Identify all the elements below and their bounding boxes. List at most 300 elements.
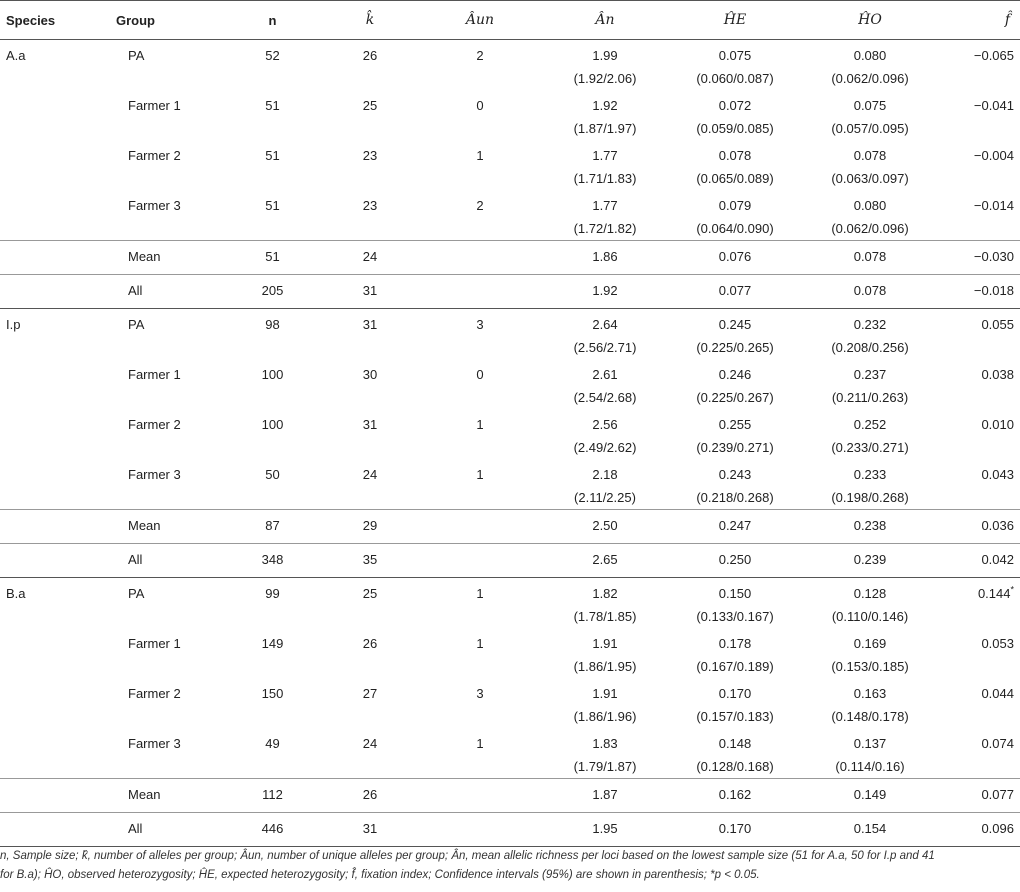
h-o-ci-cell: (0.063/0.097) <box>831 171 909 186</box>
empty-cell <box>110 336 220 359</box>
n-cell: 100 <box>261 417 284 432</box>
h-e-cell: 0.246 <box>718 367 752 382</box>
species-name: A.a <box>6 48 26 63</box>
header-species: Species <box>0 1 110 40</box>
ci-row <box>0 117 1020 140</box>
empty-cell <box>220 117 325 140</box>
empty-cell <box>415 705 545 728</box>
empty-cell <box>325 386 415 409</box>
ci-row <box>0 217 1020 241</box>
f-cell: 0.077 <box>935 779 1020 813</box>
f-value: −0.014 <box>973 198 1014 213</box>
a-n-cell: 1.95 <box>545 813 665 847</box>
n-cell: 51 <box>265 98 280 113</box>
group-cell: Mean <box>110 241 220 275</box>
empty-cell <box>935 386 1020 409</box>
h-o-cell: 0.149 <box>805 779 935 813</box>
h-e-ci-cell: (0.065/0.089) <box>696 171 774 186</box>
empty-cell <box>325 605 415 628</box>
f-cell <box>935 628 1020 655</box>
empty-cell <box>110 217 220 241</box>
a-n-cell: 2.64 <box>545 309 665 337</box>
a-n-ci-cell: (2.49/2.62) <box>573 440 637 455</box>
group-cell: Farmer 1 <box>128 367 181 382</box>
a-n-ci-cell: (1.87/1.97) <box>573 121 637 136</box>
h-e-ci-cell: (0.128/0.168) <box>696 759 774 774</box>
a-un-cell <box>415 544 545 578</box>
a-un-cell: 0 <box>476 367 484 382</box>
ci-row <box>0 436 1020 459</box>
h-o-ci-cell: (0.153/0.185) <box>831 659 909 674</box>
species-name-empty <box>0 678 110 705</box>
empty-cell <box>325 655 415 678</box>
empty-cell <box>110 655 220 678</box>
h-e-ci-cell: (0.225/0.265) <box>696 340 774 355</box>
a-n-cell: 1.87 <box>545 779 665 813</box>
empty-cell <box>935 486 1020 510</box>
group-cell: Mean <box>110 510 220 544</box>
f-value: 0.053 <box>981 636 1014 651</box>
n-cell: 205 <box>220 275 325 309</box>
a-un-cell: 1 <box>476 467 484 482</box>
n-cell: 52 <box>265 48 280 63</box>
h-o-cell: 0.080 <box>853 48 887 63</box>
h-e-cell: 0.077 <box>665 275 805 309</box>
f-value: 0.055 <box>981 317 1014 332</box>
h-o-cell: 0.252 <box>853 417 887 432</box>
group-cell: Farmer 3 <box>128 198 181 213</box>
f-value: 0.010 <box>981 417 1014 432</box>
empty-cell <box>415 436 545 459</box>
n-cell: 49 <box>265 736 280 751</box>
empty-cell <box>0 655 110 678</box>
h-o-cell: 0.137 <box>853 736 887 751</box>
h-o-ci-cell: (0.062/0.096) <box>831 221 909 236</box>
f-cell: 0.036 <box>935 510 1020 544</box>
n-cell: 51 <box>265 198 280 213</box>
n-cell: 100 <box>261 367 284 382</box>
empty-cell <box>0 436 110 459</box>
f-cell: −0.030 <box>935 241 1020 275</box>
h-o-cell: 0.238 <box>805 510 935 544</box>
ci-row <box>0 755 1020 779</box>
species-name-empty <box>0 728 110 755</box>
empty-cell <box>0 217 110 241</box>
a-n-cell: 1.86 <box>545 241 665 275</box>
a-un-cell: 1 <box>476 636 484 651</box>
empty-cell <box>0 117 110 140</box>
k-cell: 23 <box>362 148 378 163</box>
table-row <box>0 628 1020 655</box>
ci-row <box>0 655 1020 678</box>
table-body <box>0 40 1020 847</box>
significance-mark: * <box>1010 584 1014 595</box>
footnote-line-1: n, Sample size; k̂, number of alleles per group; Âun, number of unique alleles per group; Ân, mean allelic richness per loci based on the lowest sample size (51 for A.a, 50 for I.p and 41 <box>0 850 935 862</box>
all-row <box>0 544 1020 578</box>
table-row <box>0 40 1020 68</box>
empty-cell <box>415 117 545 140</box>
header-row <box>0 1 1020 40</box>
empty-cell <box>0 386 110 409</box>
h-e-cell: 0.079 <box>718 198 752 213</box>
group-cell: Farmer 3 <box>128 736 181 751</box>
h-o-cell: 0.154 <box>805 813 935 847</box>
f-value: 0.144 <box>977 586 1011 601</box>
n-cell: 99 <box>220 578 325 606</box>
h-o-ci-cell: (0.057/0.095) <box>831 121 909 136</box>
a-un-cell: 1 <box>476 736 484 751</box>
h-e-cell: 0.178 <box>718 636 752 651</box>
k-cell: 25 <box>325 578 415 606</box>
a-n-cell: 1.77 <box>592 148 618 163</box>
f-cell <box>935 40 1020 68</box>
h-e-cell: 0.078 <box>718 148 752 163</box>
f-value: 0.074 <box>981 736 1014 751</box>
all-row <box>0 813 1020 847</box>
empty-cell <box>935 336 1020 359</box>
empty-cell <box>415 386 545 409</box>
a-un-cell <box>415 813 545 847</box>
group-cell: Mean <box>110 779 220 813</box>
a-n-cell: 2.61 <box>592 367 618 382</box>
n-cell: 87 <box>220 510 325 544</box>
ci-row <box>0 605 1020 628</box>
h-o-cell: 0.078 <box>805 275 935 309</box>
species-name-empty <box>0 459 110 486</box>
empty-cell <box>220 336 325 359</box>
empty-cell <box>325 67 415 90</box>
empty-cell <box>325 705 415 728</box>
header-f: f̂ <box>935 1 1020 40</box>
empty-cell <box>415 486 545 510</box>
a-un-cell <box>415 779 545 813</box>
a-un-cell: 1 <box>476 417 484 432</box>
a-n-cell: 1.91 <box>592 636 618 651</box>
a-un-cell <box>415 275 545 309</box>
h-e-cell: 0.076 <box>665 241 805 275</box>
footnote-line-2: for B.a); ĤO, observed heterozygosity; ĤE, expected heterozygosity; f̂, fixation index; Confidence intervals (95%) are shown in parenthesis; *p < 0.05. <box>0 869 760 881</box>
a-n-ci-cell: (2.54/2.68) <box>573 390 637 405</box>
n-cell: 50 <box>265 467 280 482</box>
f-value: 0.043 <box>981 467 1014 482</box>
f-value: −0.041 <box>973 98 1014 113</box>
table-row <box>0 140 1020 167</box>
group-cell: All <box>110 813 220 847</box>
a-un-cell <box>415 241 545 275</box>
a-n-ci-cell: (2.56/2.71) <box>573 340 637 355</box>
h-o-ci-cell: (0.110/0.146) <box>831 609 909 624</box>
species-name: B.a <box>0 578 110 606</box>
a-un-cell: 1 <box>476 148 484 163</box>
empty-cell <box>110 755 220 779</box>
ci-row <box>0 486 1020 510</box>
h-o-cell: 0.237 <box>853 367 887 382</box>
mean-row <box>0 241 1020 275</box>
group-cell: All <box>110 544 220 578</box>
ci-row <box>0 336 1020 359</box>
h-o-ci-cell: (0.148/0.178) <box>831 709 909 724</box>
k-cell: 31 <box>325 813 415 847</box>
empty-cell <box>325 755 415 779</box>
k-cell: 27 <box>362 686 378 701</box>
table-row <box>0 578 1020 606</box>
empty-cell <box>935 436 1020 459</box>
empty-cell <box>0 605 110 628</box>
a-n-cell: 1.77 <box>592 198 618 213</box>
species-name-empty <box>0 813 110 847</box>
a-n-cell: 1.83 <box>592 736 618 751</box>
species-name-empty <box>0 628 110 655</box>
empty-cell <box>935 755 1020 779</box>
n-cell: 446 <box>220 813 325 847</box>
mean-row <box>0 510 1020 544</box>
f-value: −0.004 <box>973 148 1014 163</box>
a-n-cell: 1.92 <box>592 98 618 113</box>
empty-cell <box>0 755 110 779</box>
f-cell: −0.018 <box>935 275 1020 309</box>
h-o-ci-cell: (0.198/0.268) <box>831 490 909 505</box>
empty-cell <box>935 705 1020 728</box>
group-cell: Farmer 2 <box>128 686 181 701</box>
empty-cell <box>110 167 220 190</box>
a-n-cell: 1.99 <box>592 48 618 63</box>
ci-row <box>0 386 1020 409</box>
a-n-ci-cell: (2.11/2.25) <box>574 490 636 505</box>
n-cell: 51 <box>220 241 325 275</box>
empty-cell <box>220 605 325 628</box>
empty-cell <box>325 436 415 459</box>
species-name-empty <box>0 510 110 544</box>
h-e-ci-cell: (0.064/0.090) <box>696 221 774 236</box>
a-n-cell: 1.82 <box>545 578 665 606</box>
a-un-cell: 3 <box>415 309 545 337</box>
h-o-cell: 0.233 <box>853 467 887 482</box>
a-n-cell: 1.92 <box>545 275 665 309</box>
empty-cell <box>935 67 1020 90</box>
a-n-ci-cell: (1.92/2.06) <box>573 71 637 86</box>
f-cell <box>935 309 1020 337</box>
header-h-e: ĤE <box>665 1 805 40</box>
empty-cell <box>0 336 110 359</box>
species-name-empty <box>0 779 110 813</box>
empty-cell <box>325 117 415 140</box>
f-cell <box>935 578 1020 606</box>
k-cell: 24 <box>362 736 378 751</box>
empty-cell <box>110 705 220 728</box>
species-name: I.p <box>0 309 110 337</box>
table-row <box>0 190 1020 217</box>
n-cell: 51 <box>265 148 280 163</box>
empty-cell <box>220 486 325 510</box>
f-cell <box>935 90 1020 117</box>
empty-cell <box>325 167 415 190</box>
f-cell <box>935 409 1020 436</box>
a-n-ci-cell: (1.78/1.85) <box>573 609 637 624</box>
empty-cell <box>935 217 1020 241</box>
h-o-cell: 0.239 <box>805 544 935 578</box>
k-cell: 23 <box>362 198 378 213</box>
empty-cell <box>110 605 220 628</box>
empty-cell <box>0 705 110 728</box>
h-o-cell: 0.163 <box>853 686 887 701</box>
empty-cell <box>415 336 545 359</box>
f-cell <box>935 140 1020 167</box>
k-cell: 30 <box>362 367 378 382</box>
f-cell <box>935 359 1020 386</box>
table-row <box>0 459 1020 486</box>
a-n-cell: 2.18 <box>592 467 618 482</box>
k-cell: 24 <box>325 241 415 275</box>
h-o-ci-cell: (0.211/0.263) <box>831 390 909 405</box>
group-cell: Farmer 2 <box>128 417 181 432</box>
empty-cell <box>935 117 1020 140</box>
f-cell <box>935 678 1020 705</box>
h-e-cell: 0.250 <box>665 544 805 578</box>
a-un-cell: 0 <box>476 98 484 113</box>
h-e-ci-cell: (0.239/0.271) <box>696 440 774 455</box>
table-footnote <box>0 847 1010 885</box>
group-cell: Farmer 1 <box>128 636 181 651</box>
h-e-ci-cell: (0.059/0.085) <box>696 121 774 136</box>
header-h-o: ĤO <box>805 1 935 40</box>
h-e-ci-cell: (0.157/0.183) <box>696 709 774 724</box>
header-k: k̂ <box>325 1 415 40</box>
h-e-cell: 0.148 <box>718 736 752 751</box>
a-un-cell: 1 <box>415 578 545 606</box>
h-o-ci-cell: (0.062/0.096) <box>831 71 909 86</box>
k-cell: 31 <box>325 275 415 309</box>
h-o-cell: 0.080 <box>853 198 887 213</box>
species-name-empty <box>0 544 110 578</box>
a-n-cell: 2.50 <box>545 510 665 544</box>
empty-cell <box>325 336 415 359</box>
ci-row <box>0 67 1020 90</box>
mean-row <box>0 779 1020 813</box>
empty-cell <box>935 605 1020 628</box>
empty-cell <box>0 167 110 190</box>
k-cell: 25 <box>362 98 378 113</box>
empty-cell <box>220 755 325 779</box>
f-value: 0.038 <box>981 367 1014 382</box>
empty-cell <box>0 486 110 510</box>
empty-cell <box>220 436 325 459</box>
k-cell: 29 <box>325 510 415 544</box>
f-cell: 0.042 <box>935 544 1020 578</box>
header-a-n: Ân <box>545 1 665 40</box>
h-o-ci-cell: (0.114/0.16) <box>835 759 905 774</box>
f-value: −0.065 <box>973 48 1014 63</box>
h-e-cell: 0.247 <box>665 510 805 544</box>
a-n-ci-cell: (1.86/1.96) <box>573 709 637 724</box>
empty-cell <box>110 436 220 459</box>
species-name-empty <box>0 275 110 309</box>
a-n-ci-cell: (1.72/1.82) <box>573 221 637 236</box>
n-cell: 348 <box>220 544 325 578</box>
k-cell: 24 <box>362 467 378 482</box>
f-value: 0.044 <box>981 686 1014 701</box>
f-cell: 0.096 <box>935 813 1020 847</box>
empty-cell <box>220 167 325 190</box>
h-o-cell: 0.078 <box>805 241 935 275</box>
h-e-ci-cell: (0.060/0.087) <box>696 71 774 86</box>
k-cell: 26 <box>362 636 378 651</box>
empty-cell <box>415 67 545 90</box>
empty-cell <box>935 167 1020 190</box>
h-o-cell: 0.078 <box>853 148 887 163</box>
n-cell: 149 <box>261 636 284 651</box>
header-n: n <box>220 1 325 40</box>
a-un-cell: 3 <box>476 686 484 701</box>
a-n-cell: 2.65 <box>545 544 665 578</box>
f-cell <box>935 728 1020 755</box>
all-row <box>0 275 1020 309</box>
n-cell: 98 <box>220 309 325 337</box>
empty-cell <box>110 386 220 409</box>
empty-cell <box>110 486 220 510</box>
empty-cell <box>325 486 415 510</box>
ci-row <box>0 705 1020 728</box>
h-o-cell: 0.128 <box>805 578 935 606</box>
header-a-un: Âun <box>415 1 545 40</box>
group-cell: PA <box>110 309 220 337</box>
empty-cell <box>110 117 220 140</box>
a-un-cell: 2 <box>476 48 484 63</box>
table-row <box>0 728 1020 755</box>
h-e-cell: 0.075 <box>718 48 752 63</box>
a-n-cell: 2.56 <box>592 417 618 432</box>
empty-cell <box>220 217 325 241</box>
a-un-cell: 2 <box>476 198 484 213</box>
empty-cell <box>415 655 545 678</box>
table-row <box>0 359 1020 386</box>
empty-cell <box>220 67 325 90</box>
h-o-ci-cell: (0.233/0.271) <box>831 440 909 455</box>
table-row <box>0 409 1020 436</box>
n-cell: 112 <box>220 779 325 813</box>
table-row <box>0 90 1020 117</box>
species-name-empty <box>0 90 110 117</box>
h-e-ci-cell: (0.225/0.267) <box>696 390 774 405</box>
h-e-ci-cell: (0.218/0.268) <box>696 490 774 505</box>
empty-cell <box>415 167 545 190</box>
h-e-cell: 0.072 <box>718 98 752 113</box>
h-e-ci-cell: (0.167/0.189) <box>696 659 774 674</box>
species-name-empty <box>0 190 110 217</box>
h-o-cell: 0.075 <box>853 98 887 113</box>
k-cell: 26 <box>325 779 415 813</box>
empty-cell <box>415 217 545 241</box>
table-row <box>0 678 1020 705</box>
empty-cell <box>0 67 110 90</box>
h-e-cell: 0.150 <box>665 578 805 606</box>
n-cell: 150 <box>261 686 284 701</box>
k-cell: 31 <box>325 309 415 337</box>
f-cell <box>935 459 1020 486</box>
h-o-ci-cell: (0.208/0.256) <box>831 340 909 355</box>
species-name-empty <box>0 359 110 386</box>
header-group: Group <box>110 1 220 40</box>
ci-row <box>0 167 1020 190</box>
empty-cell <box>220 386 325 409</box>
empty-cell <box>220 705 325 728</box>
h-e-ci-cell: (0.133/0.167) <box>696 609 774 624</box>
a-n-ci-cell: (1.71/1.83) <box>573 171 637 186</box>
species-name-empty <box>0 241 110 275</box>
empty-cell <box>415 755 545 779</box>
group-cell: Farmer 3 <box>128 467 181 482</box>
h-e-cell: 0.243 <box>718 467 752 482</box>
h-e-cell: 0.162 <box>665 779 805 813</box>
